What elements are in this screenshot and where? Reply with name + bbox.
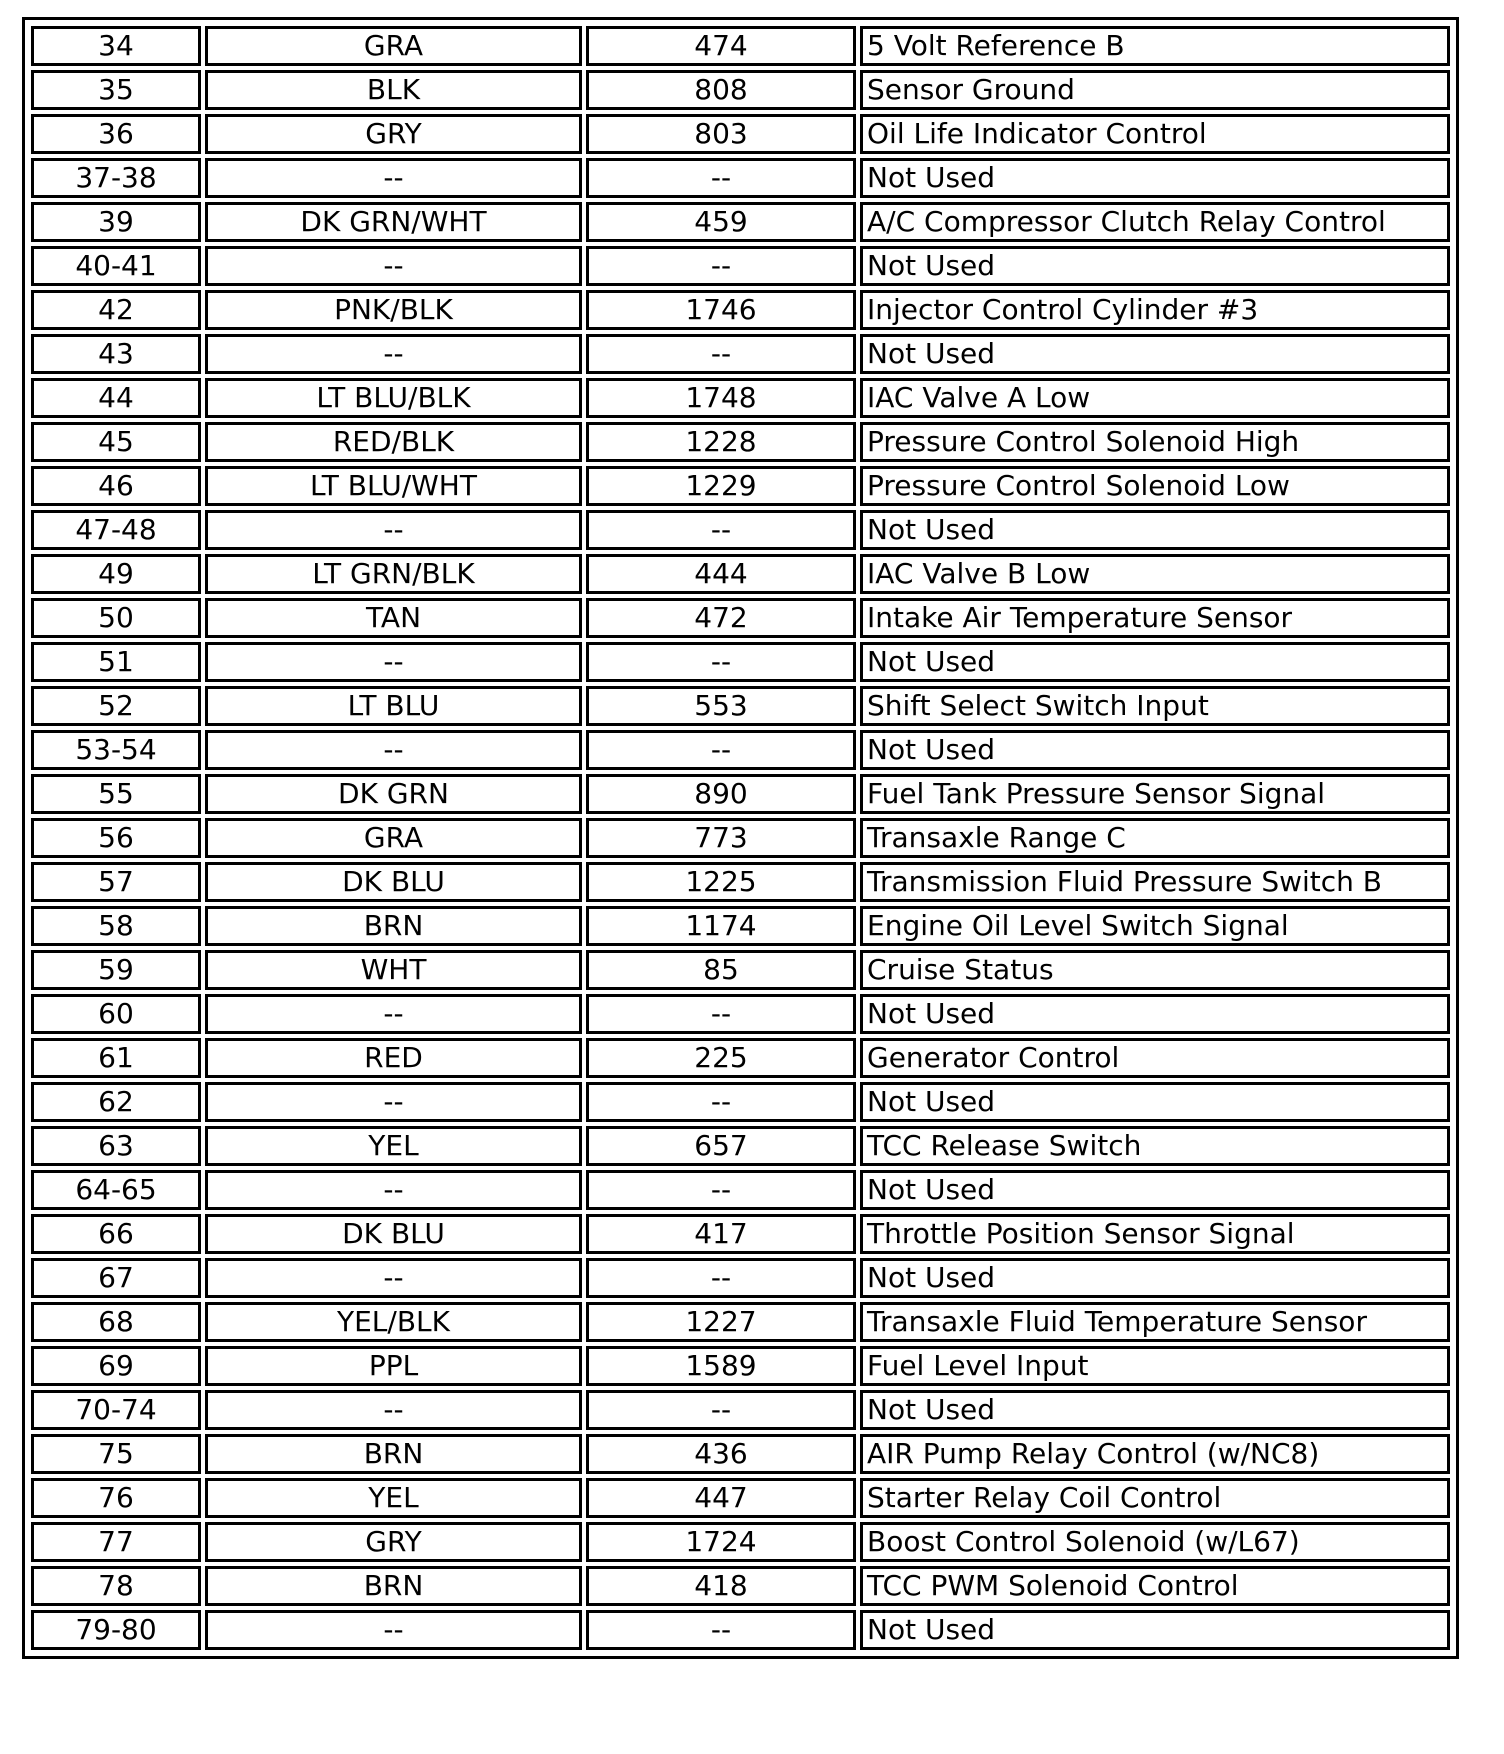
function-cell: AIR Pump Relay Control (w/NC8) <box>860 1434 1450 1474</box>
function-cell: Not Used <box>860 1170 1450 1210</box>
pin-number-cell: 63 <box>31 1126 201 1166</box>
wire-color-cell: -- <box>205 642 582 682</box>
circuit-number-cell: 808 <box>586 70 856 110</box>
function-cell: Not Used <box>860 1390 1450 1430</box>
table-row <box>31 1522 1450 1562</box>
pin-number-cell: 45 <box>31 422 201 462</box>
function-cell: Pressure Control Solenoid High <box>860 422 1450 462</box>
table-row <box>31 466 1450 506</box>
circuit-number-cell: 444 <box>586 554 856 594</box>
circuit-number-cell: -- <box>586 1390 856 1430</box>
pin-number-cell: 46 <box>31 466 201 506</box>
wire-color-cell: -- <box>205 730 582 770</box>
wire-color-cell: DK BLU <box>205 1214 582 1254</box>
circuit-number-cell: 657 <box>586 1126 856 1166</box>
function-cell: IAC Valve B Low <box>860 554 1450 594</box>
pin-number-cell: 42 <box>31 290 201 330</box>
table-row <box>31 862 1450 902</box>
table-row <box>31 818 1450 858</box>
circuit-number-cell: 1227 <box>586 1302 856 1342</box>
circuit-number-cell: 1228 <box>586 422 856 462</box>
table-row <box>31 158 1450 198</box>
pin-number-cell: 64-65 <box>31 1170 201 1210</box>
pin-number-cell: 75 <box>31 1434 201 1474</box>
wire-color-cell: DK GRN/WHT <box>205 202 582 242</box>
function-cell: Boost Control Solenoid (w/L67) <box>860 1522 1450 1562</box>
table-row <box>31 1214 1450 1254</box>
table-row <box>31 290 1450 330</box>
table-row <box>31 686 1450 726</box>
function-cell: Not Used <box>860 1610 1450 1650</box>
table-row <box>31 246 1450 286</box>
circuit-number-cell: 553 <box>586 686 856 726</box>
circuit-number-cell: 773 <box>586 818 856 858</box>
pin-number-cell: 79-80 <box>31 1610 201 1650</box>
function-cell: Starter Relay Coil Control <box>860 1478 1450 1518</box>
table-row <box>31 1170 1450 1210</box>
pin-number-cell: 53-54 <box>31 730 201 770</box>
function-cell: Fuel Tank Pressure Sensor Signal <box>860 774 1450 814</box>
table-row <box>31 422 1450 462</box>
pin-number-cell: 50 <box>31 598 201 638</box>
pin-number-cell: 68 <box>31 1302 201 1342</box>
circuit-number-cell: -- <box>586 642 856 682</box>
pin-number-cell: 70-74 <box>31 1390 201 1430</box>
function-cell: Injector Control Cylinder #3 <box>860 290 1450 330</box>
function-cell: Not Used <box>860 246 1450 286</box>
circuit-number-cell: 472 <box>586 598 856 638</box>
circuit-number-cell: -- <box>586 1170 856 1210</box>
circuit-number-cell: -- <box>586 334 856 374</box>
wire-color-cell: LT BLU <box>205 686 582 726</box>
circuit-number-cell: -- <box>586 1258 856 1298</box>
wire-color-cell: WHT <box>205 950 582 990</box>
pin-number-cell: 37-38 <box>31 158 201 198</box>
pin-number-cell: 36 <box>31 114 201 154</box>
wire-color-cell: -- <box>205 334 582 374</box>
wire-color-cell: PNK/BLK <box>205 290 582 330</box>
wire-color-cell: GRY <box>205 114 582 154</box>
function-cell: Not Used <box>860 730 1450 770</box>
connector-pinout-table <box>27 22 1454 1654</box>
function-cell: Transaxle Range C <box>860 818 1450 858</box>
circuit-number-cell: 225 <box>586 1038 856 1078</box>
circuit-number-cell: 474 <box>586 26 856 66</box>
wire-color-cell: DK GRN <box>205 774 582 814</box>
wire-color-cell: RED/BLK <box>205 422 582 462</box>
circuit-number-cell: 890 <box>586 774 856 814</box>
wire-color-cell: PPL <box>205 1346 582 1386</box>
circuit-number-cell: 1174 <box>586 906 856 946</box>
circuit-number-cell: 1748 <box>586 378 856 418</box>
wire-color-cell: -- <box>205 1390 582 1430</box>
table-row <box>31 1478 1450 1518</box>
wire-color-cell: DK BLU <box>205 862 582 902</box>
circuit-number-cell: 1225 <box>586 862 856 902</box>
wire-color-cell: GRA <box>205 26 582 66</box>
pin-number-cell: 44 <box>31 378 201 418</box>
circuit-number-cell: -- <box>586 158 856 198</box>
wire-color-cell: LT GRN/BLK <box>205 554 582 594</box>
table-row <box>31 730 1450 770</box>
pin-number-cell: 78 <box>31 1566 201 1606</box>
wire-color-cell: TAN <box>205 598 582 638</box>
wire-color-cell: LT BLU/WHT <box>205 466 582 506</box>
circuit-number-cell: 418 <box>586 1566 856 1606</box>
circuit-number-cell: 1589 <box>586 1346 856 1386</box>
function-cell: Cruise Status <box>860 950 1450 990</box>
table-row <box>31 26 1450 66</box>
function-cell: Throttle Position Sensor Signal <box>860 1214 1450 1254</box>
circuit-number-cell: -- <box>586 1082 856 1122</box>
wire-color-cell: GRA <box>205 818 582 858</box>
table-row <box>31 1126 1450 1166</box>
function-cell: Not Used <box>860 510 1450 550</box>
pin-number-cell: 40-41 <box>31 246 201 286</box>
table-row <box>31 598 1450 638</box>
function-cell: Sensor Ground <box>860 70 1450 110</box>
wire-color-cell: -- <box>205 1610 582 1650</box>
function-cell: 5 Volt Reference B <box>860 26 1450 66</box>
circuit-number-cell: 447 <box>586 1478 856 1518</box>
table-row <box>31 1434 1450 1474</box>
table-row <box>31 334 1450 374</box>
wire-color-cell: BRN <box>205 906 582 946</box>
function-cell: A/C Compressor Clutch Relay Control <box>860 202 1450 242</box>
wire-color-cell: -- <box>205 158 582 198</box>
table-row <box>31 554 1450 594</box>
circuit-number-cell: 417 <box>586 1214 856 1254</box>
table-row <box>31 1390 1450 1430</box>
pin-number-cell: 56 <box>31 818 201 858</box>
table-row <box>31 1302 1450 1342</box>
pin-number-cell: 43 <box>31 334 201 374</box>
wire-color-cell: BRN <box>205 1566 582 1606</box>
wire-color-cell: -- <box>205 994 582 1034</box>
table-row <box>31 1610 1450 1650</box>
table-row <box>31 70 1450 110</box>
pin-number-cell: 66 <box>31 1214 201 1254</box>
function-cell: Not Used <box>860 158 1450 198</box>
function-cell: Intake Air Temperature Sensor <box>860 598 1450 638</box>
pin-number-cell: 77 <box>31 1522 201 1562</box>
wire-color-cell: YEL <box>205 1126 582 1166</box>
wire-color-cell: YEL/BLK <box>205 1302 582 1342</box>
circuit-number-cell: 436 <box>586 1434 856 1474</box>
wire-color-cell: -- <box>205 1082 582 1122</box>
table-row <box>31 642 1450 682</box>
pin-number-cell: 57 <box>31 862 201 902</box>
function-cell: TCC PWM Solenoid Control <box>860 1566 1450 1606</box>
circuit-number-cell: 85 <box>586 950 856 990</box>
circuit-number-cell: -- <box>586 730 856 770</box>
table-row <box>31 994 1450 1034</box>
circuit-number-cell: 1229 <box>586 466 856 506</box>
function-cell: Not Used <box>860 1082 1450 1122</box>
table-row <box>31 202 1450 242</box>
function-cell: Engine Oil Level Switch Signal <box>860 906 1450 946</box>
table-row <box>31 1038 1450 1078</box>
function-cell: Generator Control <box>860 1038 1450 1078</box>
function-cell: Not Used <box>860 1258 1450 1298</box>
table-body <box>31 26 1450 1650</box>
function-cell: Shift Select Switch Input <box>860 686 1450 726</box>
circuit-number-cell: 1724 <box>586 1522 856 1562</box>
function-cell: TCC Release Switch <box>860 1126 1450 1166</box>
wire-color-cell: LT BLU/BLK <box>205 378 582 418</box>
table-row <box>31 906 1450 946</box>
pin-number-cell: 55 <box>31 774 201 814</box>
pin-number-cell: 35 <box>31 70 201 110</box>
pin-number-cell: 49 <box>31 554 201 594</box>
wire-color-cell: GRY <box>205 1522 582 1562</box>
function-cell: Not Used <box>860 334 1450 374</box>
table-row <box>31 510 1450 550</box>
pin-number-cell: 34 <box>31 26 201 66</box>
table-row <box>31 1346 1450 1386</box>
wire-color-cell: BRN <box>205 1434 582 1474</box>
table-row <box>31 1258 1450 1298</box>
circuit-number-cell: 803 <box>586 114 856 154</box>
wire-color-cell: BLK <box>205 70 582 110</box>
wire-color-cell: -- <box>205 246 582 286</box>
function-cell: Pressure Control Solenoid Low <box>860 466 1450 506</box>
wire-color-cell: YEL <box>205 1478 582 1518</box>
pin-number-cell: 60 <box>31 994 201 1034</box>
table-row <box>31 774 1450 814</box>
table-row <box>31 1566 1450 1606</box>
circuit-number-cell: -- <box>586 1610 856 1650</box>
function-cell: Transaxle Fluid Temperature Sensor <box>860 1302 1450 1342</box>
pin-number-cell: 61 <box>31 1038 201 1078</box>
circuit-number-cell: -- <box>586 510 856 550</box>
pin-number-cell: 52 <box>31 686 201 726</box>
function-cell: Oil Life Indicator Control <box>860 114 1450 154</box>
pin-number-cell: 39 <box>31 202 201 242</box>
circuit-number-cell: -- <box>586 994 856 1034</box>
function-cell: IAC Valve A Low <box>860 378 1450 418</box>
pin-number-cell: 69 <box>31 1346 201 1386</box>
pin-number-cell: 67 <box>31 1258 201 1298</box>
wire-color-cell: -- <box>205 510 582 550</box>
wire-color-cell: -- <box>205 1170 582 1210</box>
pin-number-cell: 76 <box>31 1478 201 1518</box>
connector-pinout-table-frame <box>22 17 1459 1659</box>
circuit-number-cell: 459 <box>586 202 856 242</box>
pin-number-cell: 51 <box>31 642 201 682</box>
function-cell: Fuel Level Input <box>860 1346 1450 1386</box>
pin-number-cell: 58 <box>31 906 201 946</box>
function-cell: Not Used <box>860 994 1450 1034</box>
function-cell: Not Used <box>860 642 1450 682</box>
circuit-number-cell: 1746 <box>586 290 856 330</box>
wire-color-cell: RED <box>205 1038 582 1078</box>
table-row <box>31 114 1450 154</box>
pin-number-cell: 62 <box>31 1082 201 1122</box>
wire-color-cell: -- <box>205 1258 582 1298</box>
table-row <box>31 950 1450 990</box>
circuit-number-cell: -- <box>586 246 856 286</box>
table-row <box>31 378 1450 418</box>
pin-number-cell: 47-48 <box>31 510 201 550</box>
table-row <box>31 1082 1450 1122</box>
pin-number-cell: 59 <box>31 950 201 990</box>
function-cell: Transmission Fluid Pressure Switch B <box>860 862 1450 902</box>
